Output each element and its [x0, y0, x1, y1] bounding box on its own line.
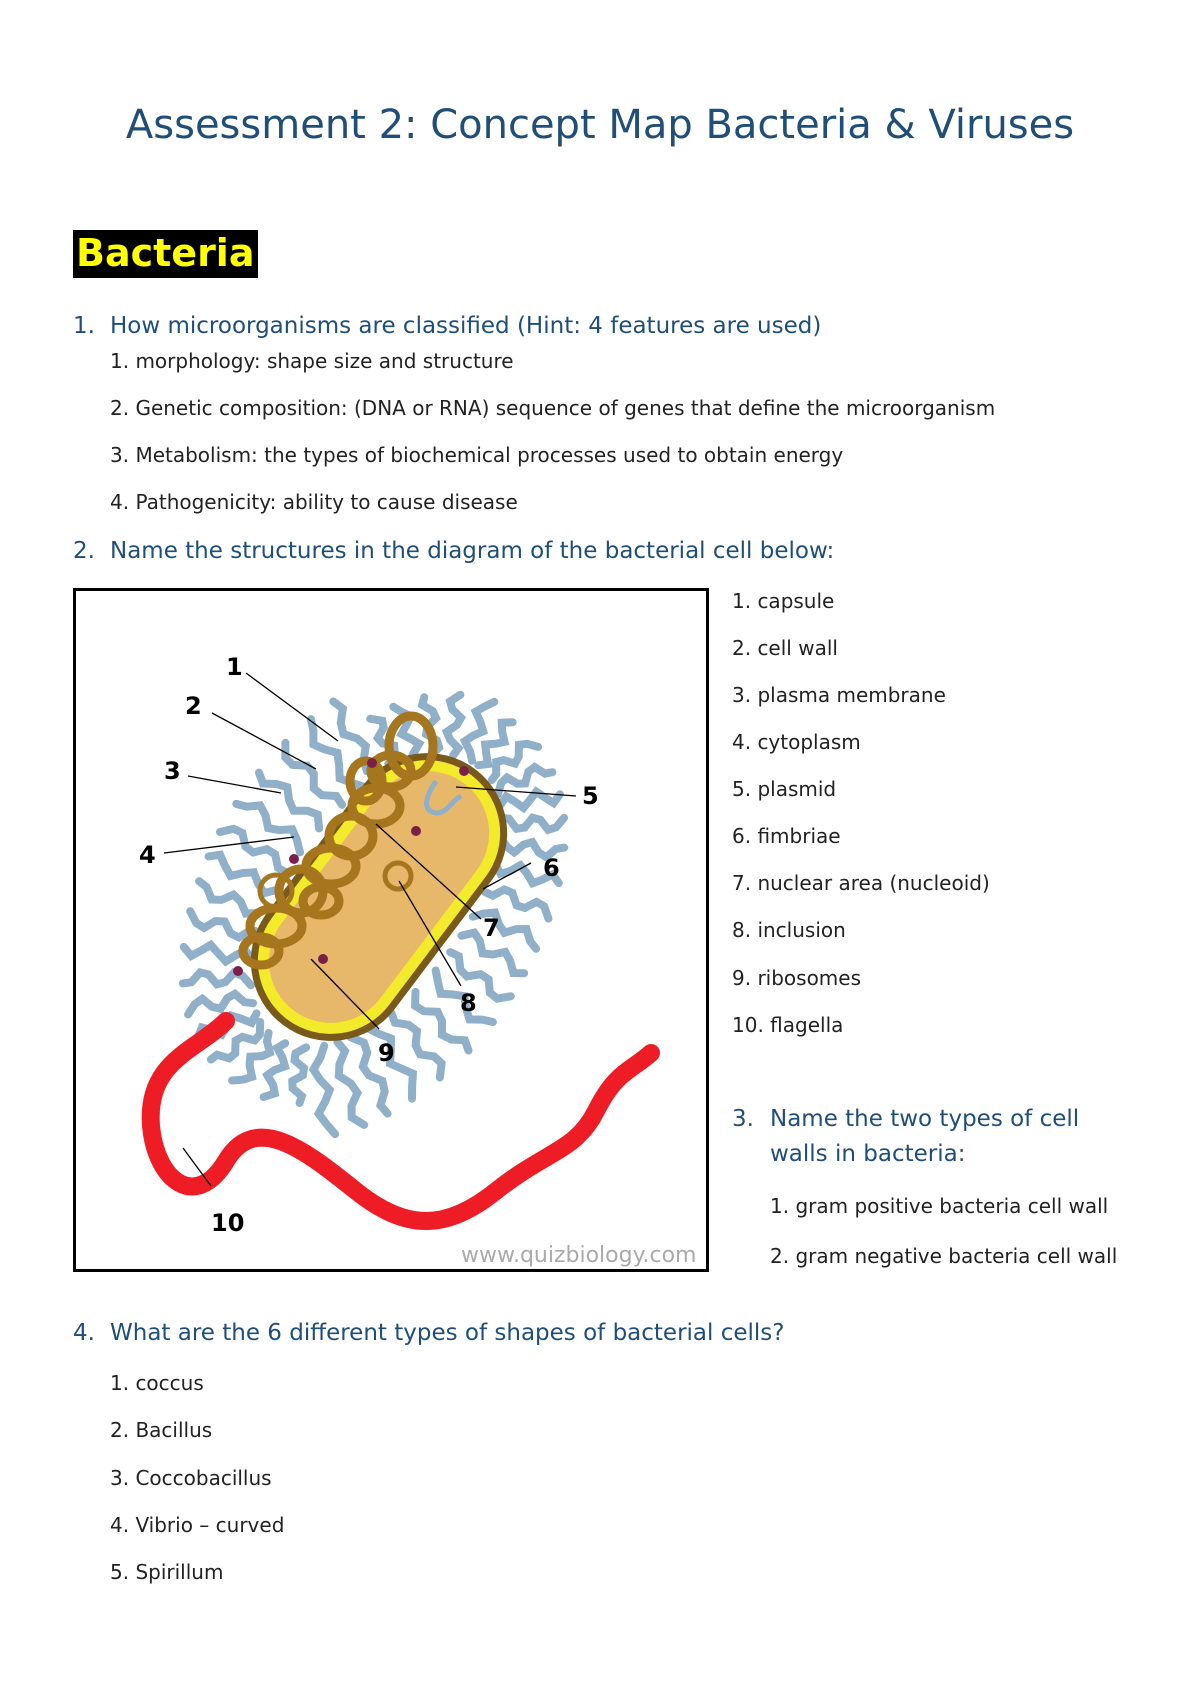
diagram-label-5: 5 — [582, 782, 599, 810]
question-2-number: 2. — [73, 538, 95, 564]
q1-answer-1: 1. morphology: shape size and structure — [110, 349, 514, 373]
ribosome — [411, 826, 421, 836]
q3-answer-1: 1. gram positive bacteria cell wall — [770, 1194, 1109, 1218]
fimbria — [220, 829, 287, 873]
ribosome — [318, 954, 328, 964]
diagram-label-3: 3 — [164, 757, 181, 785]
page-title: Assessment 2: Concept Map Bacteria & Viruses — [125, 102, 1075, 148]
question-2 — [73, 537, 834, 565]
q4-answer-5: 5. Spirillum — [110, 1560, 224, 1584]
fimbria — [337, 1042, 364, 1125]
section-label-bacteria: Bacteria — [73, 230, 258, 278]
fimbria — [311, 719, 364, 787]
ribosome — [367, 758, 377, 768]
q3-answer-2: 2. gram negative bacteria cell wall — [770, 1244, 1118, 1268]
q2-answer-8: 8. inclusion — [732, 918, 846, 942]
fimbria — [313, 1046, 335, 1134]
ribosome — [289, 854, 299, 864]
q2-answer-10: 10. flagella — [732, 1013, 844, 1037]
q2-answer-7: 7. nuclear area (nucleoid) — [732, 871, 990, 895]
question-1 — [73, 312, 821, 340]
fimbria — [501, 818, 564, 830]
q4-answer-3: 3. Coccobacillus — [110, 1466, 272, 1490]
diagram-label-1: 1 — [226, 653, 243, 681]
diagram-label-2: 2 — [185, 692, 202, 720]
diagram-label-10: 10 — [211, 1209, 245, 1237]
q4-answer-4: 4. Vibrio – curved — [110, 1513, 285, 1537]
question-1-number: 1. — [73, 313, 95, 339]
q1-answer-4: 4. Pathogenicity: ability to cause disease — [110, 490, 518, 514]
q4-answer-2: 2. Bacillus — [110, 1418, 213, 1442]
q2-answer-9: 9. ribosomes — [732, 966, 862, 990]
bacterial-cell-diagram — [73, 588, 709, 1272]
question-1-text: How microorganisms are classified (Hint: 4 features are used) — [110, 313, 822, 339]
diagram-label-6: 6 — [543, 854, 560, 882]
q2-answer-1: 1. capsule — [732, 589, 835, 613]
q2-answer-6: 6. fimbriae — [732, 824, 841, 848]
diagram-label-9: 9 — [378, 1039, 395, 1067]
q2-answer-2: 2. cell wall — [732, 636, 838, 660]
diagram-label-4: 4 — [139, 841, 156, 869]
question-3 — [732, 1105, 1132, 1168]
q2-answer-4: 4. cytoplasm — [732, 730, 861, 754]
fimbria — [447, 695, 461, 756]
question-3-number: 3. — [732, 1106, 754, 1132]
diagram-watermark: www.quizbiology.com — [461, 1243, 697, 1268]
flagellum — [151, 1021, 651, 1221]
q4-answer-1: 1. coccus — [110, 1371, 204, 1395]
q2-answer-3: 3. plasma membrane — [732, 683, 946, 707]
diagram-label-8: 8 — [460, 989, 477, 1017]
question-2-text: Name the structures in the diagram of the bacterial cell below: — [110, 538, 835, 564]
fimbria — [188, 994, 253, 1015]
fimbria — [209, 855, 277, 893]
q2-answer-5: 5. plasmid — [732, 777, 837, 801]
question-4-number: 4. — [73, 1320, 95, 1346]
q1-answer-3: 3. Metabolism: the types of biochemical processes used to obtain energy — [110, 443, 844, 467]
q1-answer-2: 2. Genetic composition: (DNA or RNA) sequence of genes that define the microorganism — [110, 396, 996, 420]
bacterial-cell-illustration — [76, 591, 709, 1272]
question-4 — [73, 1319, 785, 1347]
diagram-label-7: 7 — [483, 914, 500, 942]
ribosome — [459, 766, 469, 776]
question-3-text-line1: Name the two types of cell — [770, 1106, 1080, 1132]
ribosome — [233, 966, 243, 976]
fimbria — [292, 1047, 306, 1103]
question-4-text: What are the 6 different types of shapes of bacterial cells? — [110, 1320, 785, 1346]
question-3-text-line2: walls in bacteria: — [770, 1141, 966, 1167]
